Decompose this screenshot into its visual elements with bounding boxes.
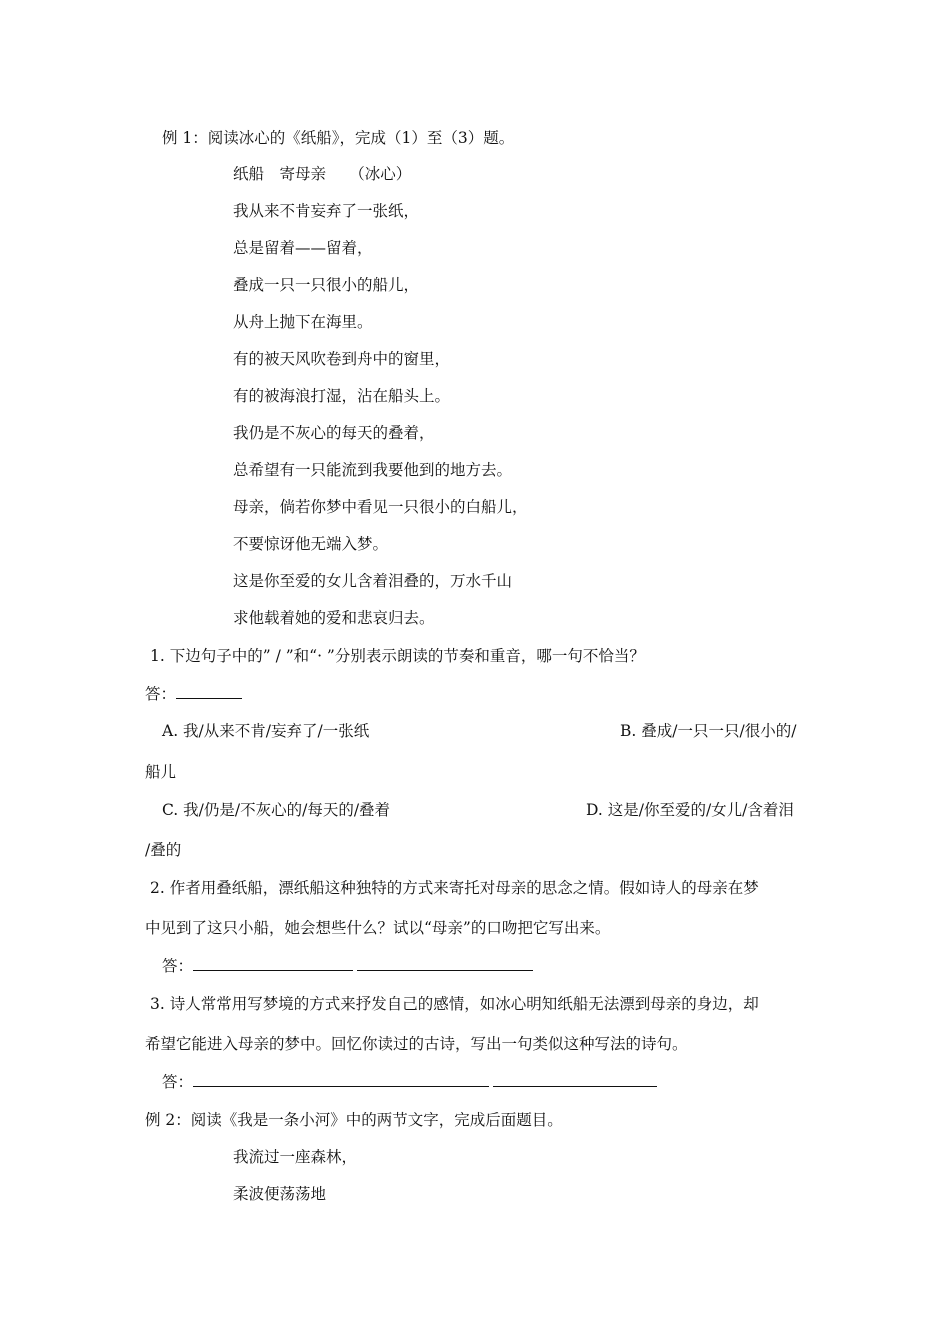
answer-label: 答：: [162, 1073, 194, 1091]
poem-line: 总是留着——留着，: [233, 239, 373, 257]
answer-1: [145, 684, 242, 704]
poem-line: 我仍是不灰心的每天的叠着，: [233, 424, 435, 442]
answer-blank[interactable]: [193, 956, 353, 971]
poem-line: 有的被天风吹卷到舟中的窗里，: [233, 350, 451, 368]
poem-title: 纸船 寄母亲 （冰心）: [233, 165, 412, 183]
answer-label: 答：: [162, 957, 194, 975]
poem-line: 求他载着她的爱和悲哀归去。: [233, 609, 435, 627]
option-c: C. 我/仍是/不灰心的/每天的/叠着: [162, 801, 391, 819]
poem-line: 从舟上抛下在海里。: [233, 313, 373, 331]
poem-line: 不要惊讶他无端入梦。: [233, 535, 389, 553]
poem-line: 柔波便荡荡地: [233, 1185, 327, 1203]
answer-blank[interactable]: [193, 1072, 489, 1087]
question-2-line1: 2. 作者用叠纸船，漂纸船这种独特的方式来寄托对母亲的思念之情。假如诗人的母亲在梦: [150, 879, 759, 897]
answer-label: 答：: [145, 685, 177, 703]
question-3-line1: 3. 诗人常常用写梦境的方式来抒发自己的感情，如冰心明知纸船无法漂到母亲的身边，却: [150, 995, 759, 1013]
poem-line: 我流过一座森林，: [233, 1148, 358, 1166]
poem-line: 母亲，倘若你梦中看见一只很小的白船儿，: [233, 498, 528, 516]
answer-2: [162, 956, 533, 976]
question-1: 1. 下边句子中的” / ”和“· ”分别表示朗读的节奏和重音，哪一句不恰当？: [150, 647, 645, 665]
example2-intro: 例 2：阅读《我是一条小河》中的两节文字，完成后面题目。: [145, 1111, 563, 1129]
answer-blank[interactable]: [357, 956, 533, 971]
poem-line: 这是你至爱的女儿含着泪叠的，万水千山: [233, 572, 513, 590]
poem-line: 叠成一只一只很小的船儿，: [233, 276, 420, 294]
option-b: B. 叠成/一只一只/很小的/: [620, 722, 797, 740]
question-2-line2: 中见到了这只小船，她会想些什么？试以“母亲”的口吻把它写出来。: [145, 919, 611, 937]
example1-intro: 例 1：阅读冰心的《纸船》，完成（1）至（3）题。: [162, 129, 515, 147]
poem-line: 有的被海浪打湿，沾在船头上。: [233, 387, 451, 405]
answer-3: [162, 1072, 657, 1092]
answer-blank[interactable]: [493, 1072, 657, 1087]
option-d: D. 这是/你至爱的/女儿/含着泪: [586, 801, 794, 819]
poem-line: 我从来不肯妄弃了一张纸，: [233, 202, 420, 220]
option-d-continued: /叠的: [145, 841, 182, 859]
option-b-continued: 船儿: [145, 763, 177, 781]
answer-blank[interactable]: [176, 684, 242, 699]
question-3-line2: 希望它能进入母亲的梦中。回忆你读过的古诗，写出一句类似这种写法的诗句。: [145, 1035, 688, 1053]
option-a: A. 我/从来不肯/妄弃了/一张纸: [162, 722, 370, 740]
poem-line: 总希望有一只能流到我要他到的地方去。: [233, 461, 513, 479]
